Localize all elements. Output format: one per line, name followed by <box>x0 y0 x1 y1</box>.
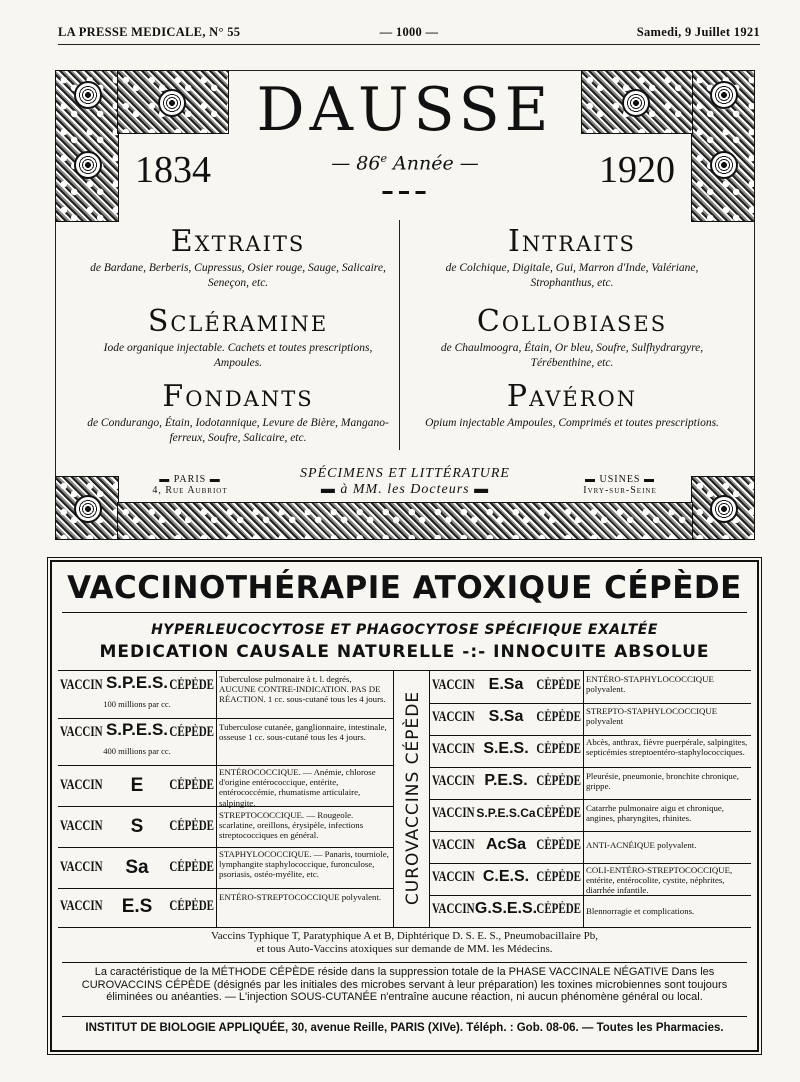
vaccin-word: VACCIN <box>60 898 103 914</box>
product-desc: de Colchique, Digitale, Gui, Marron d'Inde, Valériane, Strophanthus, etc. <box>445 262 699 289</box>
cepede-word: CÉPÈDE <box>169 677 214 693</box>
product-name: Collobiases <box>476 304 668 339</box>
curovaccin-code: E.Sa <box>488 676 524 693</box>
curovaccin-name <box>430 895 582 927</box>
rose-ornament-icon <box>581 70 693 134</box>
vaccine-code: S.P.E.S. <box>105 673 169 692</box>
column-divider <box>399 220 400 450</box>
vaccin-word: VACCIN <box>432 805 475 821</box>
vaccin-word: VACCIN <box>60 724 103 740</box>
vaccine-indication: STAPHYLOCOCCIQUE. — Panaris, tourniole, lymphangite staphylococcique, furonculose, psoriasis, ostéo-myélite, etc. <box>219 849 389 880</box>
paris-street: 4, Rue Aubriot <box>152 485 228 496</box>
cepede-advertisement <box>50 560 759 1052</box>
product-name: Pavéron <box>506 379 638 414</box>
curovaccin-code: G.S.E.S. <box>474 900 538 917</box>
vaccine-name <box>58 806 216 847</box>
vaccine-name <box>58 888 216 927</box>
usines-label: USINES <box>599 474 641 485</box>
founding-year: 1834 <box>135 149 211 191</box>
vaccin-word: VACCIN <box>432 677 475 693</box>
section-rule <box>62 962 747 963</box>
product-desc: de Condurango, Étain, Iodotannique, Levure de Bière, Mangano-ferreux, Soufre, Salicaire, etc. <box>87 417 389 444</box>
vaccine-code: S.P.E.S. <box>105 720 169 739</box>
annee-word: Année <box>393 152 454 175</box>
vaccin-word: VACCIN <box>60 777 103 793</box>
curovaccin-code: S.P.E.S.Ca <box>476 806 536 820</box>
product-name: Scléramine <box>147 304 329 339</box>
curovaccin-name <box>430 831 582 863</box>
vaccine-dose: 100 millions par cc. <box>103 699 171 709</box>
vaccin-word: VACCIN <box>432 837 475 853</box>
curovaccin-code: AcSa <box>485 836 527 853</box>
vaccine-name <box>58 718 216 765</box>
vaccine-indication: ENTÉROCOCCIQUE. — Anémie, chlorose d'origine entérococcique, entérite, entérococcémie, rhumatisme articulaire, salpingite. <box>219 767 376 808</box>
vaccin-word: VACCIN <box>432 901 475 917</box>
other-vaccines-line2: et tous Auto-Vaccins atoxiques sur demande de MM. les Médecins. <box>256 943 553 955</box>
cepede-word: CÉPÈDE <box>536 709 581 725</box>
vaccin-word: VACCIN <box>432 741 475 757</box>
decorative-dashes: ▬ ▬ ▬ <box>382 186 428 197</box>
header-rule <box>58 44 760 45</box>
page-header <box>58 25 760 43</box>
vaccine-code: E <box>130 775 144 796</box>
curovaccin-code: S.Sa <box>488 708 524 725</box>
brand-title: DAUSSE <box>256 75 554 145</box>
other-vaccines-line1: Vaccins Typhique T, Paratyphique A et B, Diphtérique D. S. E. S., Pneumobacillaire Pb, <box>211 930 598 942</box>
product-scleramine <box>83 305 393 371</box>
cepede-word: CÉPÈDE <box>169 898 214 914</box>
curovaccin-code: C.E.S. <box>482 868 530 885</box>
annee-number: 86 <box>356 152 381 175</box>
product-intraits <box>417 225 727 291</box>
curovaccin-indication: Abcès, anthrax, fièvre puerpérale, salpingites, septicémies streptoentéro-staphylococciques. <box>586 737 748 758</box>
vaccine-code: S <box>130 816 144 837</box>
curovaccin-name <box>430 767 582 799</box>
rose-ornament-icon <box>691 70 755 222</box>
annee-suffix: e <box>380 152 387 165</box>
product-desc: de Bardane, Berberis, Cupressus, Osier rouge, Sauge, Salicaire, Seneçon, etc. <box>90 262 386 289</box>
cepede-title: VACCINOTHÉRAPIE ATOXIQUE CÉPÈDE <box>67 570 742 606</box>
curovaccin-indication: ANTI-ACNÉIQUE polyvalent. <box>586 840 697 850</box>
cepede-word: CÉPÈDE <box>169 777 214 793</box>
cepede-word: CÉPÈDE <box>536 837 581 853</box>
vaccin-word: VACCIN <box>432 709 475 725</box>
cepede-word: CÉPÈDE <box>169 859 214 875</box>
paris-label: PARIS <box>173 474 207 485</box>
curovaccin-indication: COLI-ENTÉRO-STREPTOCOCCIQUE, entérite, entérocolite, cystite, néphrites, diarrhée infantile. <box>586 865 733 896</box>
specimens-line1: SPÉCIMENS ET LITTÉRATURE <box>300 466 510 481</box>
vaccine-name <box>58 847 216 888</box>
vaccin-word: VACCIN <box>432 869 475 885</box>
dausse-advertisement <box>55 70 755 540</box>
curovaccin-indication: STREPTO-STAPHYLOCOCCIQUE polyvalent <box>586 706 718 727</box>
curovaccin-indication: Catarrhe pulmonaire aigu et chronique, angines, pharyngites, rhinites. <box>586 803 725 824</box>
curovaccins-label <box>400 675 426 921</box>
curovaccin-name <box>430 863 582 895</box>
product-extraits <box>83 225 393 291</box>
vaccin-word: VACCIN <box>60 677 103 693</box>
product-name: Fondants <box>162 379 314 414</box>
vaccine-name <box>58 765 216 806</box>
product-collobiases <box>417 305 727 371</box>
cepede-word: CÉPÈDE <box>536 869 581 885</box>
cepede-word: CÉPÈDE <box>169 724 214 740</box>
paris-address: ▬ PARIS ▬ 4, Rue Aubriot <box>135 474 245 496</box>
page-number: — 1000 — <box>379 25 439 39</box>
curovaccins-text: CUROVACCINS CÉPÈDE <box>403 690 423 906</box>
vaccine-dose: 400 millions par cc. <box>103 746 171 756</box>
cepede-word: CÉPÈDE <box>169 818 214 834</box>
cepede-word: CÉPÈDE <box>536 741 581 757</box>
vaccine-indication: Tuberculose pulmonaire à t. l. degrés, AUCUNE CONTRE-INDICATION. PAS DE RÉACTION. 1 cc. sous-cutané tous les 4 jours. <box>219 674 386 705</box>
rose-ornament-icon <box>55 70 119 222</box>
cepede-slogan: MEDICATION CAUSALE NATURELLE -:- INNOCUITE ABSOLUE <box>99 642 710 662</box>
rose-ornament-icon <box>691 476 755 540</box>
product-desc: Opium injectable Ampoules, Comprimés et toutes prescriptions. <box>425 417 719 429</box>
vaccine-code: E.S <box>121 896 153 917</box>
curovaccin-code: S.E.S. <box>483 740 529 757</box>
vaccine-indication: ENTÉRO-STREPTOCOCCIQUE polyvalent. <box>219 892 382 902</box>
cepede-word: CÉPÈDE <box>536 805 581 821</box>
curovaccin-indication: Blennorragie et complications. <box>586 906 695 916</box>
method-description: La caractéristique de la MÉTHODE CÉPÈDE réside dans la suppression totale de la PHASE VACCINALE NÉGATIVE Dans les CUROVACCINS CÉPÈDE (désignés par les initiales des microbes servant à leur préparation) les toxines microbiennes sont toujours éliminées ou anéanties. — L'injection SOUS-CUTANÉE n'entraîne aucune réaction, ni aucun phénomène général ou local. <box>81 966 728 1003</box>
product-desc: Iode organique injectable. Cachets et toutes prescriptions, Ampoules. <box>103 342 373 369</box>
product-name: Extraits <box>170 224 306 259</box>
issue-date: Samedi, 9 Juillet 1921 <box>636 25 760 39</box>
product-fondants <box>83 380 393 446</box>
vaccine-code: Sa <box>125 857 149 878</box>
current-year: 1920 <box>599 149 675 191</box>
leaf-border-icon <box>117 502 693 540</box>
title-rule <box>62 612 747 613</box>
vaccin-word: VACCIN <box>60 859 103 875</box>
curovaccin-name <box>430 671 582 703</box>
vaccine-indication: Tuberculose cutanée, ganglionnaire, intestinale, osseuse 1 cc. sous-cutané tous les 4 jours. <box>219 722 387 743</box>
anniversary-label: — 86e Année — <box>331 152 479 175</box>
journal-title: LA PRESSE MEDICALE, N° 55 <box>58 25 241 39</box>
vaccine-table <box>58 670 751 928</box>
curovaccin-name <box>430 799 582 831</box>
product-paveron <box>417 380 727 431</box>
curovaccin-name <box>430 703 582 735</box>
cepede-word: CÉPÈDE <box>536 677 581 693</box>
specimens-notice: SPÉCIMENS ET LITTÉRATURE ▬ à MM. les Docteurs ▬ <box>275 466 535 498</box>
table-divider <box>393 671 394 927</box>
other-vaccines-note <box>62 930 747 956</box>
rose-ornament-icon <box>55 476 119 540</box>
curovaccin-indication: Pleurésie, pneumonie, bronchite chronique, grippe. <box>586 771 739 792</box>
institute-address: INSTITUT DE BIOLOGIE APPLIQUÉE, 30, avenue Reille, PARIS (XIVe). Téléph. : Gob. 08-06. — Toutes les Pharmacies. <box>85 1022 724 1034</box>
specimens-line2: à MM. les Docteurs <box>340 482 470 497</box>
section-rule <box>62 1016 747 1017</box>
curovaccin-name <box>430 735 582 767</box>
vaccine-name <box>58 671 216 718</box>
usines-address: ▬ USINES ▬ Ivry-sur-Seine <box>565 474 675 496</box>
rose-ornament-icon <box>117 70 229 134</box>
vaccine-indication: STREPTOCOCCIQUE. — Rougeole. scarlatine, oreillons, érysipèle, infections streptococciques en général. <box>219 810 364 841</box>
cepede-word: CÉPÈDE <box>536 901 581 917</box>
product-desc: de Chaulmoogra, Étain, Or bleu, Soufre, Sulfhydrargyre, Térébenthine, etc. <box>440 342 704 369</box>
usines-town: Ivry-sur-Seine <box>583 485 657 496</box>
curovaccin-indication: ENTÉRO-STAPHYLOCOCCIQUE polyvalent. <box>586 674 714 695</box>
product-name: Intraits <box>508 224 636 259</box>
vaccin-word: VACCIN <box>60 818 103 834</box>
cepede-subtitle: HYPERLEUCOCYTOSE ET PHAGOCYTOSE SPÉCIFIQUE EXALTÉE <box>151 622 658 638</box>
curovaccin-code: P.E.S. <box>484 772 528 789</box>
cepede-word: CÉPÈDE <box>536 773 581 789</box>
vaccin-word: VACCIN <box>432 773 475 789</box>
